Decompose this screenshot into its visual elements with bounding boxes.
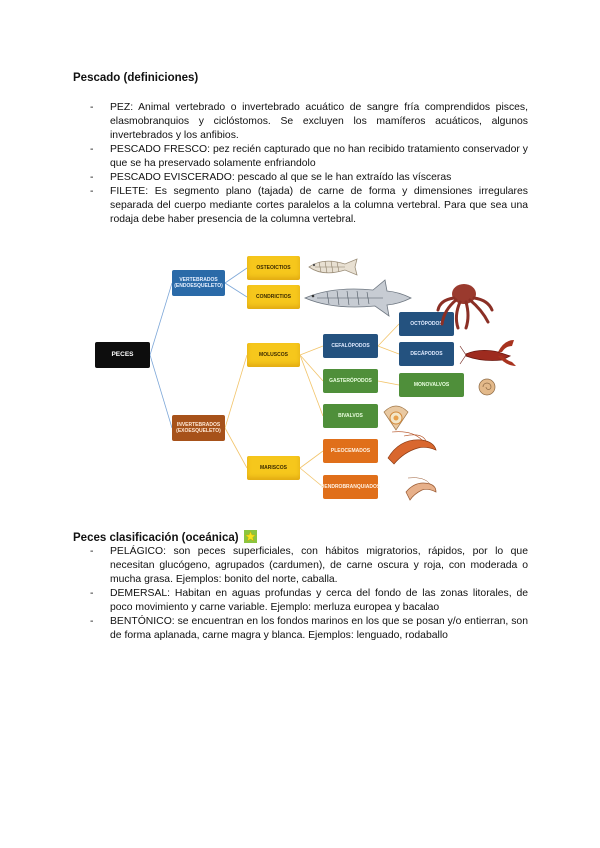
classification-item-pelagico: - PELÁGICO: son peces superficiales, con hábitos migratorios, rápidos, por lo que necesitan glucógeno, agrupados (cardumen), de carne oscura y roja, con moderada o mucha grasa. Ejemplos: bonito del norte, caballa. xyxy=(90,545,528,587)
section-heading-clasificacion xyxy=(73,530,257,544)
node-octopodos: OCTÓPODOS xyxy=(399,312,454,336)
snail-shell-illustration xyxy=(474,377,500,397)
definition-item-pescado-eviscerado: - PESCADO EVISCERADO: pescado al que se le han extraído las vísceras xyxy=(90,171,528,185)
node-condrictios: CONDRICTIOS xyxy=(247,285,300,309)
section-heading-clasificacion-text: Peces clasificación (oceánica) xyxy=(73,532,239,544)
scallop-illustration xyxy=(382,402,410,432)
shrimp-illustration xyxy=(402,474,440,502)
node-decapodos: DECÁPODOS xyxy=(399,342,454,366)
prawn-illustration xyxy=(382,430,440,470)
definitions-list xyxy=(90,101,528,227)
definition-item-filete: - FILETE: Es segmento plano (tajada) de carne de forma y dimensiones irregulares separada del cuerpo mediante cortes paralelos a la columna vertebral. Para que sea una rodaja debe haber presencia de la columna vertebral. xyxy=(90,185,528,227)
classification-item-demersal: - DEMERSAL: Habitan en aguas profundas y cerca del fondo de las zonas litorales, de poco movimiento y carne variable. Ejemplo: merluza europea y bacalao xyxy=(90,587,528,615)
node-gasteropodos: GASTERÓPODOS xyxy=(323,369,378,393)
star-icon xyxy=(244,530,257,543)
node-vertebrados: VERTEBRADOS (ENDOESQUELETO) xyxy=(172,270,225,296)
node-moluscos: MOLUSCOS xyxy=(247,343,300,367)
definition-item-pez: - PEZ: Animal vertebrado o invertebrado acuático de sangre fría comprendidos pisces, elasmobranquios y ciclóstomos. Se excluyen los mamíferos acuáticos, algunos invertebrados y los anfibios. xyxy=(90,101,528,143)
definition-item-pescado-fresco: - PESCADO FRESCO: pez recién capturado que no han recibido tratamiento conservador y que se ha preservado solamente enfriandolo xyxy=(90,143,528,171)
node-osteoictios: OSTEOICTIOS xyxy=(247,256,300,280)
node-bivalvos: BIVALVOS xyxy=(323,404,378,428)
section-heading-definiciones: Pescado (definiciones) xyxy=(73,72,199,84)
node-peces: PECES xyxy=(95,342,150,368)
classification-item-bentonico: - BENTÓNICO: se encuentran en los fondos marinos en los que se posan y/o entierran, son de forma aplanada, carne magra y blanca. Ejemplos: lenguado, rodaballo xyxy=(90,615,528,643)
node-cefalopodos: CEFALÓPODOS xyxy=(323,334,378,358)
node-invertebrados: INVERTEBRADOS (EXOESQUELETO) xyxy=(172,415,225,441)
node-mariscos: MARISCOS xyxy=(247,456,300,480)
fish-skeleton-illustration xyxy=(305,254,363,280)
lobster-illustration xyxy=(458,334,516,370)
node-dendrobranquiados: DENDROBRANQUIADOS xyxy=(323,475,378,499)
shark-illustration xyxy=(303,276,413,318)
node-pleocemados: PLEOCEMADOS xyxy=(323,439,378,463)
node-monovalvos: MONOVALVOS xyxy=(399,373,464,397)
classification-list xyxy=(90,545,528,643)
